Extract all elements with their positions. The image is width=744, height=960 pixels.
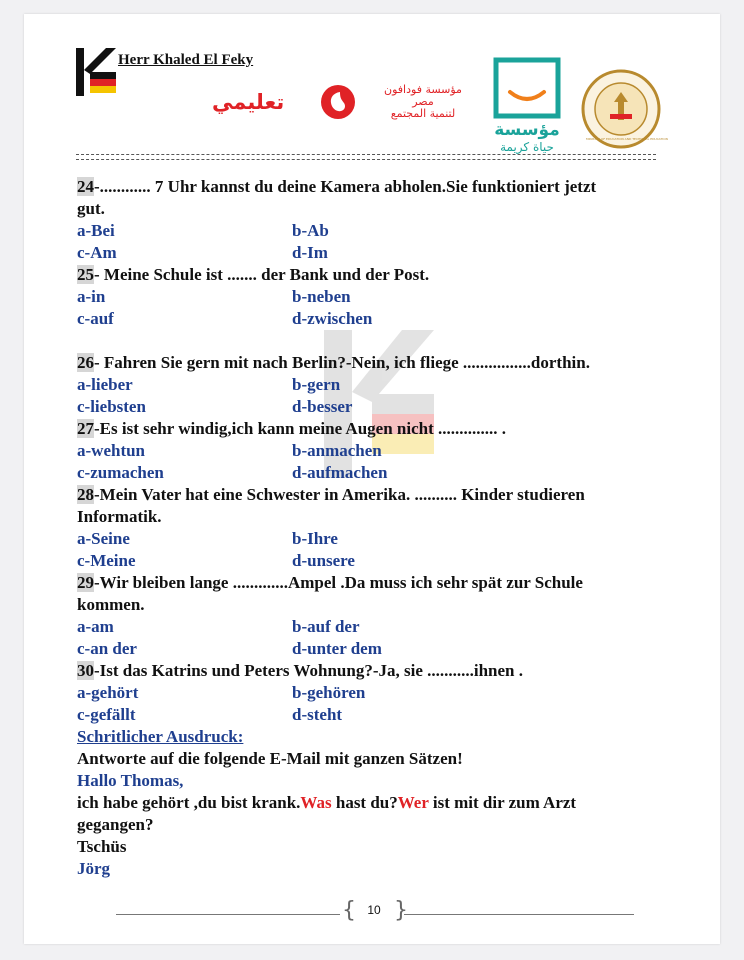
option-a: a-Bei (77, 221, 115, 240)
footer-rule-right (404, 914, 634, 915)
footer-rule-left (116, 914, 340, 915)
option-b: b-auf der (292, 617, 360, 636)
vodafone-text-line: مصر (412, 95, 434, 108)
vodafone-text-line: لتنمية المجتمع (390, 107, 456, 120)
option-b: b-gehören (292, 683, 366, 702)
option-c: c-Meine (77, 551, 136, 570)
question-25 (77, 264, 677, 330)
question-text-continued: Informatik. (77, 507, 162, 526)
option-d: d-aufmachen (292, 463, 388, 482)
question-text: -Wir bleiben lange .............Ampel .Da muss ich sehr spät zur Schule (94, 573, 583, 592)
option-b: b-gern (292, 375, 341, 394)
question-text: -Ist das Katrins und Peters Wohnung?-Ja, sie ...........ihnen . (94, 661, 524, 680)
option-d: d-unsere (292, 551, 355, 570)
vodafone-foundation-text (362, 84, 484, 120)
question-text: -Mein Vater hat eine Schwester in Amerika. .......... Kinder studieren (94, 485, 585, 504)
question-27 (77, 418, 677, 484)
hayat-text-line: حياة كريمة (500, 140, 554, 154)
option-b: b-Ihre (292, 529, 338, 548)
question-28 (77, 484, 677, 572)
option-c: c-auf (77, 309, 114, 328)
hayat-text-line: مؤسسة (494, 120, 560, 140)
left-brace-icon: { (342, 898, 356, 923)
email-body-line-2: gegangen? (77, 815, 154, 834)
question-text-continued: gut. (77, 199, 105, 218)
email-greeting: Hallo Thomas, (77, 771, 184, 790)
hayat-karima-icon (486, 58, 568, 120)
question-number: 24 (77, 177, 94, 196)
question-number: 28 (77, 485, 94, 504)
option-a: a-am (77, 617, 114, 636)
option-d: d-steht (292, 705, 343, 724)
option-a: a-Seine (77, 529, 130, 548)
option-c: c-Am (77, 243, 117, 262)
question-text-continued: kommen. (77, 595, 145, 614)
header-separator (76, 154, 656, 160)
question-text: - Fahren Sie gern mit nach Berlin?-Nein, ich fliege ................dorthin. (94, 353, 590, 372)
option-a: a-in (77, 287, 106, 306)
question-30 (77, 660, 677, 726)
writing-heading: Schritlicher Ausdruck: (77, 727, 244, 746)
vodafone-logo-icon (320, 84, 356, 120)
email-text: ich habe gehört ,du bist krank. (77, 793, 301, 812)
option-c: c-zumachen (77, 463, 164, 482)
option-a: a-gehört (77, 683, 139, 702)
option-b: b-neben (292, 287, 351, 306)
right-brace-icon: } (394, 898, 408, 923)
option-b: b-Ab (292, 221, 329, 240)
question-number: 30 (77, 661, 94, 680)
k-logo-icon (76, 48, 116, 96)
question-text: - Meine Schule ist ....... der Bank und der Post. (94, 265, 430, 284)
option-b: b-anmachen (292, 441, 382, 460)
option-c: c-an der (77, 639, 137, 658)
question-24 (77, 176, 677, 264)
writing-instruction: Antworte auf die folgende E-Mail mit ganzen Sätzen! (77, 749, 463, 768)
option-d: d-unter dem (292, 639, 382, 658)
ministry-seal (580, 68, 668, 150)
email-text: hast du? (331, 793, 398, 812)
option-a: a-lieber (77, 375, 133, 394)
author-name: Herr Khaled El Feky (118, 52, 254, 68)
option-a: a-wehtun (77, 441, 146, 460)
hayat-karima-logo (486, 58, 568, 162)
question-text: -............ 7 Uhr kannst du deine Kamera abholen.Sie funktioniert jetzt (94, 177, 597, 196)
option-d: d-zwischen (292, 309, 373, 328)
question-number: 27 (77, 419, 94, 438)
question-29 (77, 572, 677, 660)
option-d: d-besser (292, 397, 353, 416)
questions-section (77, 176, 677, 880)
option-d: d-Im (292, 243, 328, 262)
email-signature: Jörg (77, 859, 111, 878)
question-number: 25 (77, 265, 94, 284)
talimy-logo: تعليمي (212, 90, 285, 114)
email-closing: Tschüs (77, 837, 127, 856)
vodafone-text-line: مؤسسة فودافون (384, 83, 462, 96)
question-number: 29 (77, 573, 94, 592)
spacer (77, 330, 677, 352)
ministry-seal-text: MINISTRY OF EDUCATION AND TECHNICAL EDUCATION (586, 137, 668, 141)
worksheet-page (24, 14, 720, 944)
page-number: 10 (367, 903, 381, 917)
email-question-word: Was (300, 793, 332, 812)
question-26 (77, 352, 677, 418)
question-number: 26 (77, 353, 94, 372)
email-question-word: Wer (397, 793, 429, 812)
option-c: c-gefällt (77, 705, 136, 724)
question-text: -Es ist sehr windig,ich kann meine Augen nicht .............. . (94, 419, 507, 438)
option-c: c-liebsten (77, 397, 146, 416)
email-text: ist mit dir zum Arzt (428, 793, 577, 812)
email-body-line-1 (77, 792, 677, 814)
